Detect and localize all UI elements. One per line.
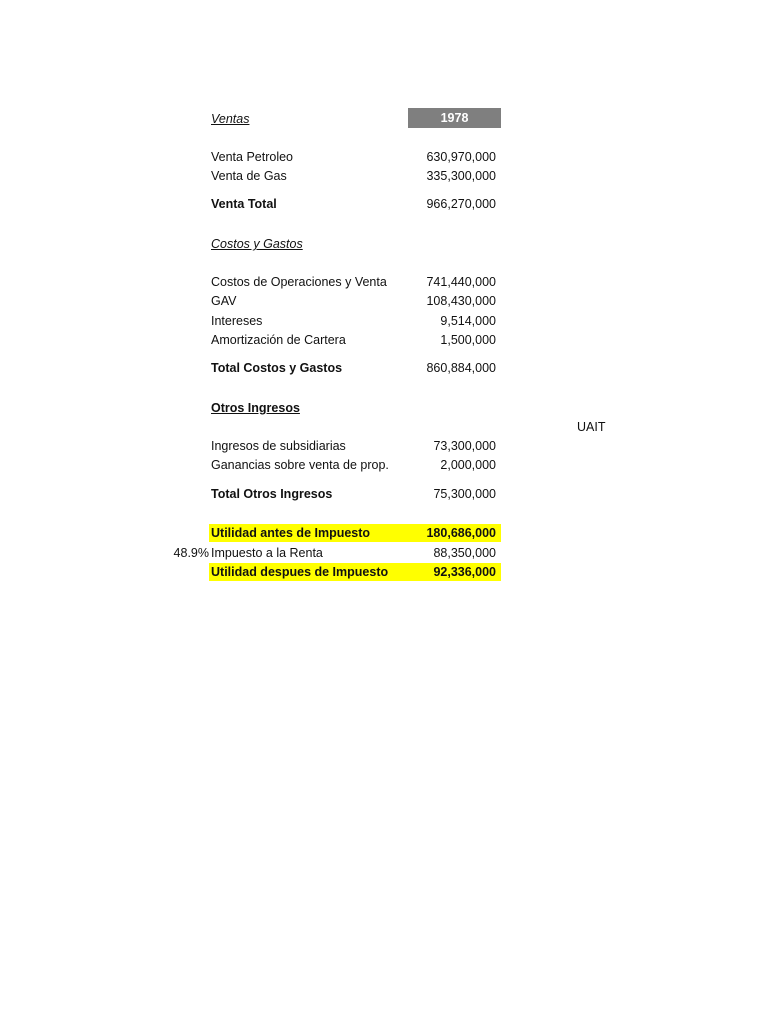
- ventas-row-value: 630,970,000: [426, 150, 496, 164]
- total-costos-label: Total Costos y Gastos: [211, 361, 343, 375]
- venta-total-value: 966,270,000: [426, 197, 496, 211]
- impuesto-label: Impuesto a la Renta: [211, 546, 323, 560]
- utilidad-antes-label: Utilidad antes de Impuesto: [211, 526, 371, 540]
- total-otros-value: 75,300,000: [433, 487, 496, 501]
- utilidad-despues-value: 92,336,000: [433, 565, 496, 579]
- venta-total-label: Venta Total: [211, 197, 277, 211]
- ventas-row-value: 335,300,000: [426, 169, 496, 183]
- costos-row-label: Costos de Operaciones y Venta: [211, 275, 387, 289]
- uait-note: UAIT: [577, 420, 606, 434]
- costos-section-title: Costos y Gastos: [211, 237, 303, 251]
- costos-row-value: 741,440,000: [426, 275, 496, 289]
- year-column-header: 1978: [408, 108, 501, 128]
- otros-row-value: 2,000,000: [440, 458, 496, 472]
- costos-row-label: Amortización de Cartera: [211, 333, 346, 347]
- costos-row-label: Intereses: [211, 314, 263, 328]
- otros-row-value: 73,300,000: [433, 439, 496, 453]
- ventas-row-label: Venta Petroleo: [211, 150, 294, 164]
- total-costos-value: 860,884,000: [426, 361, 496, 375]
- costos-row-value: 1,500,000: [440, 333, 496, 347]
- costos-row-label: GAV: [211, 294, 237, 308]
- costos-row-value: 108,430,000: [426, 294, 496, 308]
- ventas-row-label: Venta de Gas: [211, 169, 287, 183]
- impuesto-value: 88,350,000: [433, 546, 496, 560]
- ventas-section-title: Ventas: [211, 112, 250, 126]
- otros-row-label: Ingresos de subsidiarias: [211, 439, 346, 453]
- utilidad-antes-value: 180,686,000: [426, 526, 496, 540]
- otros-section-title: Otros Ingresos: [211, 401, 300, 415]
- costos-row-value: 9,514,000: [440, 314, 496, 328]
- otros-row-label: Ganancias sobre venta de prop.: [211, 458, 389, 472]
- total-otros-label: Total Otros Ingresos: [211, 487, 333, 501]
- utilidad-despues-label: Utilidad despues de Impuesto: [211, 565, 389, 579]
- tax-rate: 48.9%: [173, 546, 209, 560]
